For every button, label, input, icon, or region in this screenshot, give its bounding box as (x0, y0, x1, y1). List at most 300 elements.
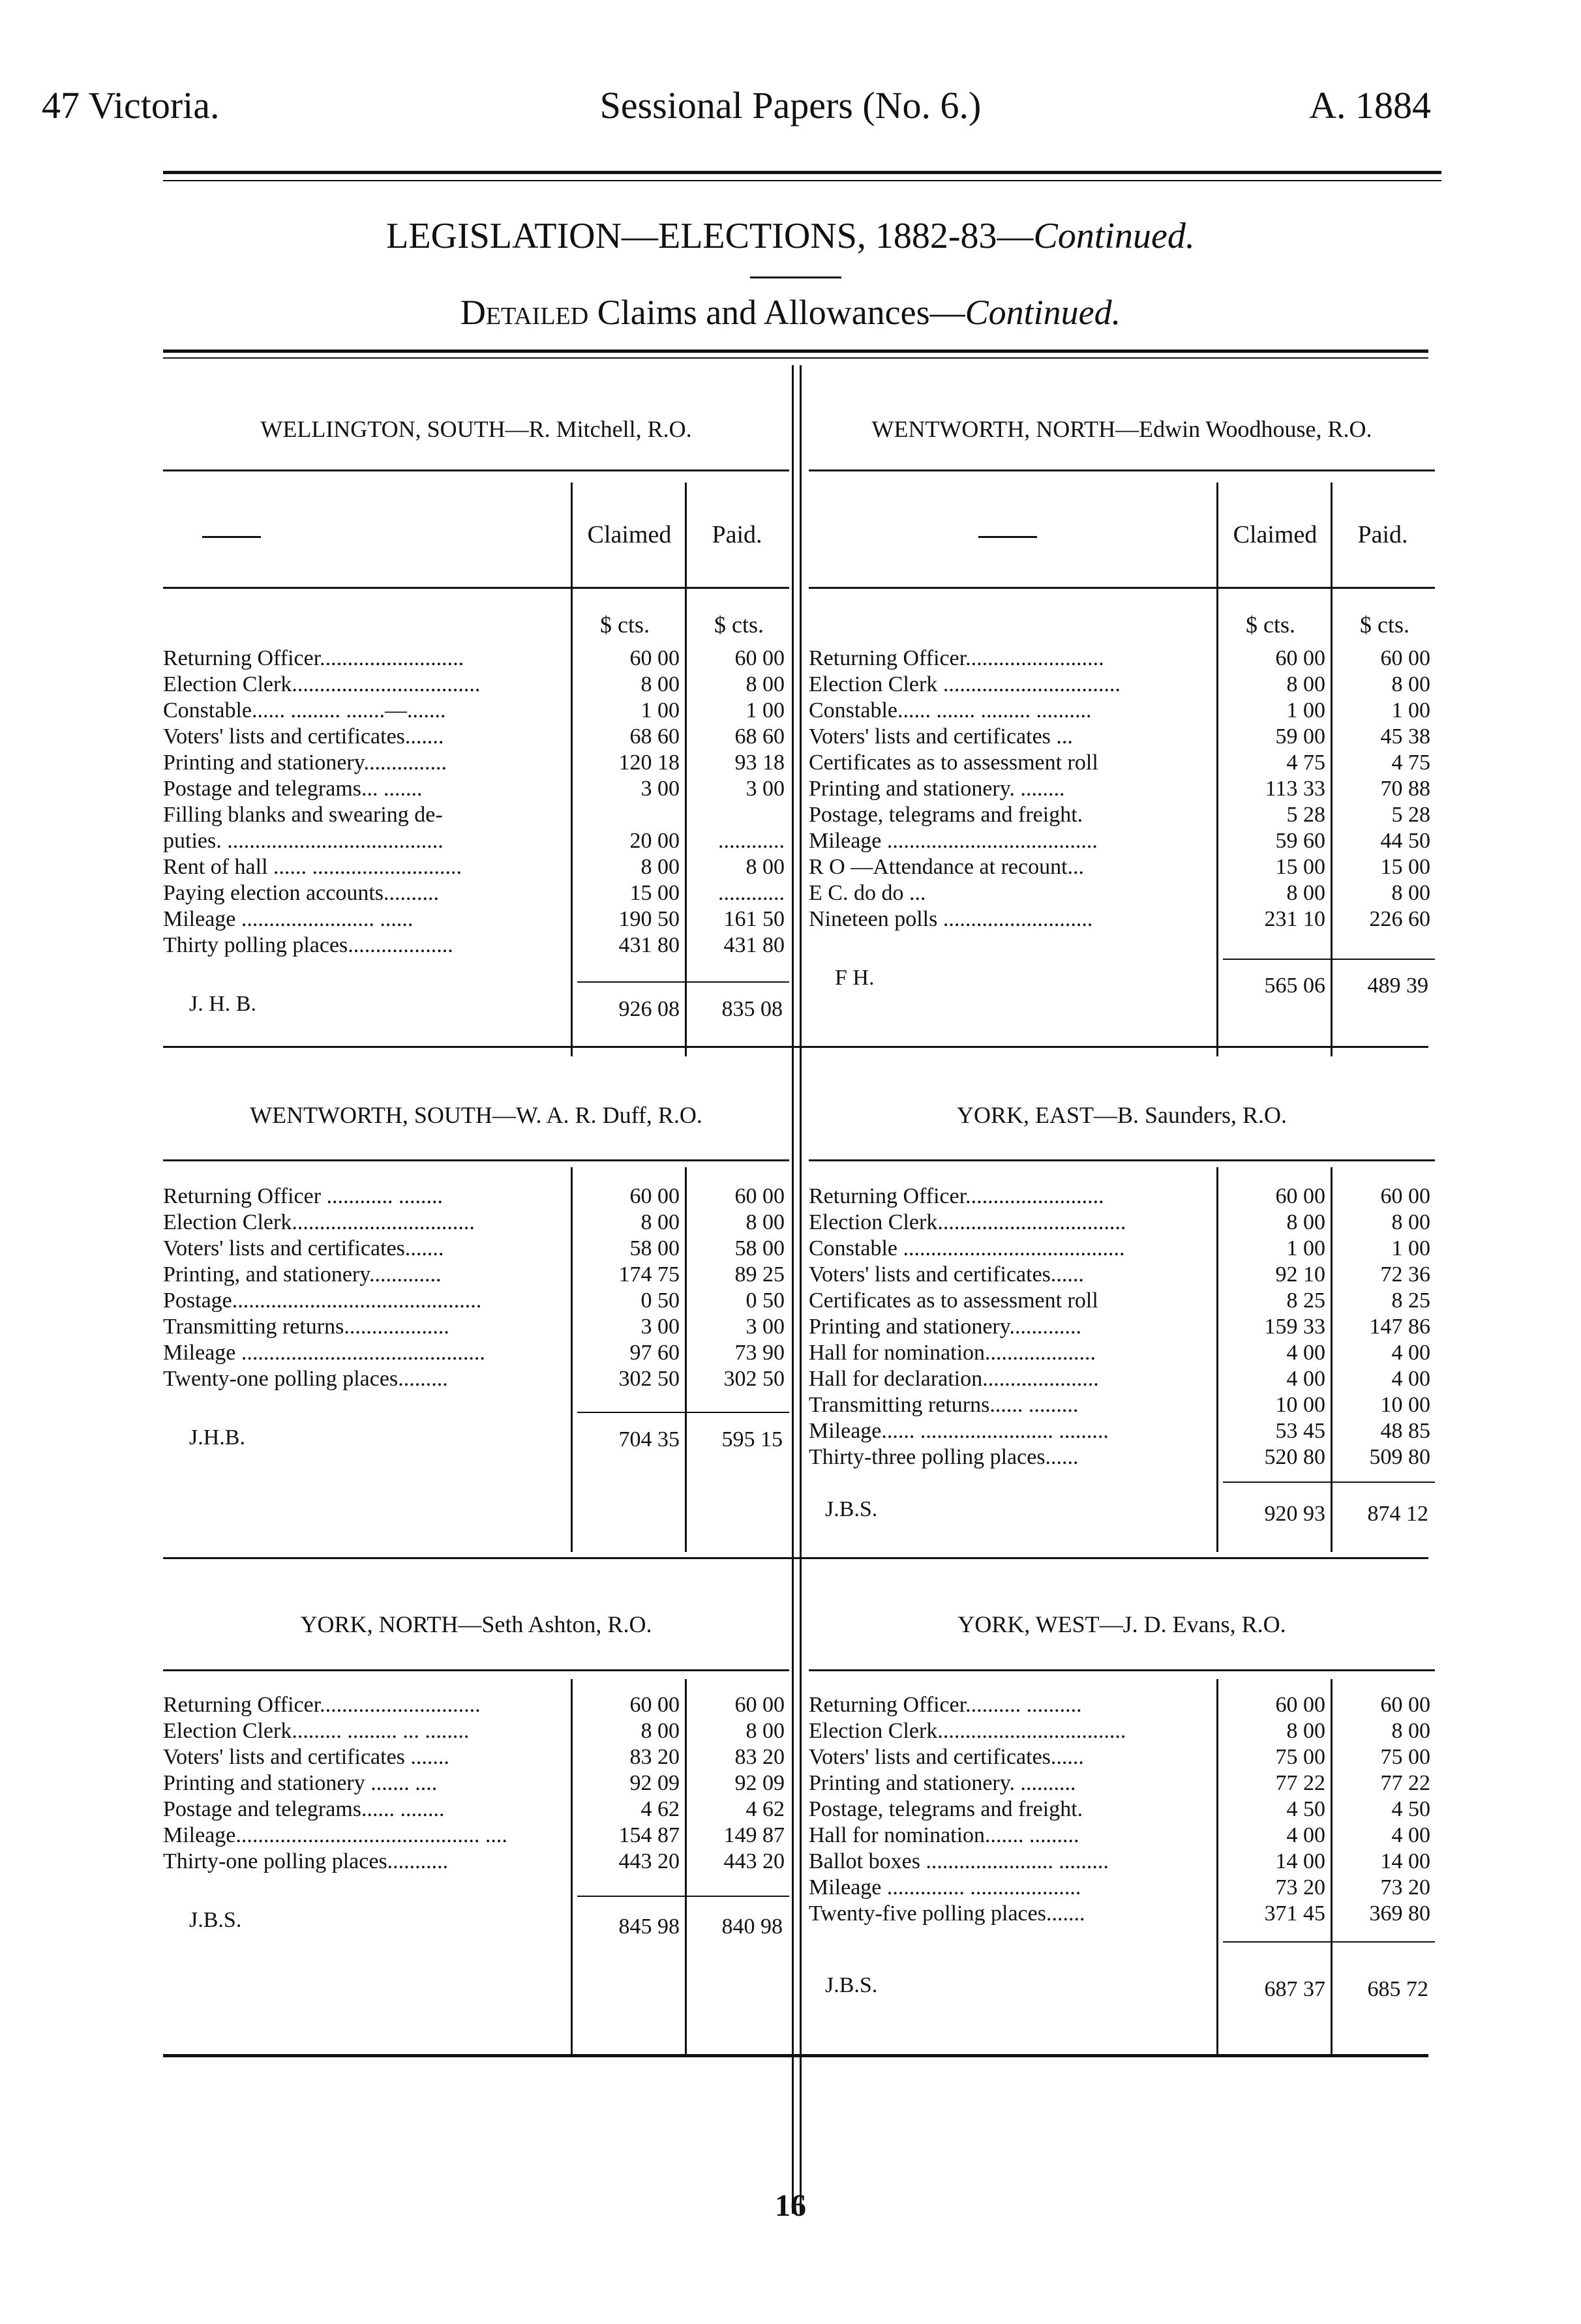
row-paid: 431 80 (723, 933, 785, 957)
row-claimed: 4 50 (1286, 1797, 1325, 1821)
row-label: Hall for declaration..................... (809, 1367, 1099, 1391)
row-claimed: 431 80 (618, 933, 680, 957)
row-label: puties. ....................................... (163, 829, 444, 853)
row-label: Paying election accounts.......... (163, 881, 440, 905)
row-paid: 60 00 (734, 1693, 785, 1717)
row-claimed: 174 75 (618, 1262, 680, 1287)
row-label: Voters' lists and certificates....... (163, 1236, 444, 1260)
row-label: Election Clerk.................................. (809, 1719, 1126, 1743)
table-top-rule (163, 350, 1428, 353)
table-row (809, 1262, 1435, 1288)
row-claimed: 371 45 (1264, 1901, 1325, 1926)
header-left: 47 Victoria. (42, 84, 220, 127)
row-label: Voters' lists and certificates ... (809, 724, 1073, 749)
table-row (809, 750, 1435, 776)
row-paid: 149 87 (723, 1823, 785, 1847)
row-paid: 83 20 (734, 1745, 785, 1769)
row-claimed: 68 60 (629, 724, 680, 749)
row-claimed: 8 00 (1286, 1210, 1325, 1234)
row-paid: 226 60 (1369, 907, 1430, 931)
total-claimed: 926 08 (618, 997, 680, 1021)
row-label: Filling blanks and swearing de- (163, 803, 443, 827)
row-paid: ............ (718, 829, 785, 853)
row-claimed: 60 00 (629, 1184, 680, 1208)
table-row (809, 698, 1435, 724)
row-paid: 93 18 (734, 751, 785, 775)
col-divider (1216, 1167, 1218, 1552)
total-claimed: 704 35 (618, 1427, 680, 1452)
row-claimed: 58 00 (629, 1236, 680, 1260)
col-paid: Paid. (1357, 521, 1408, 548)
row-paid: 58 00 (734, 1236, 785, 1260)
row-label: Twenty-five polling places....... (809, 1901, 1085, 1926)
panel-rule (809, 469, 1435, 471)
row-label: Printing and stationery............. (809, 1315, 1082, 1339)
table-row (809, 672, 1435, 698)
row-claimed: 190 50 (618, 907, 680, 931)
col-divider (685, 1167, 687, 1552)
row-label: Mileage...... ........................ ......... (809, 1419, 1109, 1443)
table-row (163, 1796, 789, 1823)
row-paid: 89 25 (734, 1262, 785, 1287)
row-paid: 44 50 (1380, 829, 1430, 853)
panel-title: YORK, WEST—J. D. Evans, R.O. (957, 1611, 1286, 1637)
blank-head-dash (978, 536, 1037, 538)
table-row (163, 1210, 789, 1236)
row-claimed: 60 00 (629, 1693, 680, 1717)
row-paid: 369 80 (1369, 1901, 1430, 1926)
center-divider-2 (800, 365, 802, 2214)
row-label: Constable...... ....... ......... .......... (809, 698, 1092, 723)
row-claimed: 8 00 (1286, 1719, 1325, 1743)
row-label: Election Clerk................................. (163, 1210, 475, 1234)
panel-rule (809, 1669, 1435, 1671)
table-row (809, 880, 1435, 906)
header-right: A. 1884 (1309, 84, 1431, 127)
col-divider (685, 483, 687, 1056)
total-rule (1223, 959, 1435, 960)
row-label: Postage and telegrams... ....... (163, 777, 423, 801)
total-claimed: 920 93 (1264, 1502, 1325, 1526)
panel-york-west (809, 1562, 1435, 2057)
table-row (163, 880, 789, 906)
row-label: Printing and stationery............... (163, 751, 447, 775)
table-row (809, 1444, 1435, 1470)
table-row (809, 1288, 1435, 1314)
header-center: Sessional Papers (No. 6.) (599, 84, 982, 127)
row-claimed: 4 75 (1286, 751, 1325, 775)
panel-wentworth-north (809, 365, 1435, 1063)
row-claimed: 8 00 (1286, 672, 1325, 696)
row-paid: 5 28 (1391, 803, 1430, 827)
row-claimed: 92 09 (629, 1771, 680, 1795)
row-label: Printing and stationery ....... .... (163, 1771, 438, 1795)
table-row (163, 750, 789, 776)
row-label: Constable...... ......... .......—....... (163, 698, 446, 723)
table-row (809, 1236, 1435, 1262)
total-claimed: 565 06 (1264, 974, 1325, 998)
row-claimed: 520 80 (1264, 1445, 1325, 1469)
title-dash (750, 276, 841, 278)
row-paid: 8 25 (1391, 1289, 1430, 1313)
total-rule (1223, 1941, 1435, 1943)
table-row (809, 1210, 1435, 1236)
row-label: Postage, telegrams and freight. (809, 803, 1083, 827)
total-claimed: 687 37 (1264, 1977, 1325, 2001)
units-paid: $ cts. (1360, 612, 1409, 638)
header-rule (163, 171, 1441, 174)
table-row (163, 906, 789, 932)
row-label: Returning Officer.......................... (163, 646, 464, 670)
table-row (809, 1692, 1435, 1718)
rows (809, 1184, 1435, 1470)
row-claimed: 0 50 (640, 1289, 680, 1313)
row-label: Thirty-one polling places........... (163, 1849, 449, 1873)
row-claimed: 113 33 (1265, 777, 1325, 801)
signature: J.B.S. (825, 1497, 878, 1521)
row-paid: 8 00 (745, 672, 785, 696)
row-claimed: 1 00 (1286, 698, 1325, 723)
row-paid: 8 00 (745, 1210, 785, 1234)
table-row (163, 1849, 789, 1875)
units-claimed: $ cts. (1246, 612, 1295, 638)
row-claimed: 231 10 (1264, 907, 1325, 931)
row-label: Election Clerk......... ......... ... ........ (163, 1719, 470, 1743)
table-row (163, 828, 789, 854)
col-divider (571, 1679, 573, 2057)
table-row (163, 646, 789, 672)
table-row (163, 1718, 789, 1744)
units-claimed: $ cts. (600, 612, 650, 638)
row-paid: 4 00 (1391, 1367, 1430, 1391)
table-row (163, 1314, 789, 1340)
row-paid: 1 00 (745, 698, 785, 723)
row-label: Returning Officer......................... (809, 646, 1104, 670)
table-row (809, 854, 1435, 880)
header-rule-thin (163, 180, 1441, 181)
row-claimed: 10 00 (1275, 1393, 1325, 1417)
table-row (809, 1718, 1435, 1744)
panel-title: WENTWORTH, NORTH—Edwin Woodhouse, R.O. (871, 416, 1372, 442)
row-claimed: 3 00 (640, 1315, 680, 1339)
row-paid: 443 20 (723, 1849, 785, 1873)
table-row (809, 802, 1435, 828)
table-row (163, 1340, 789, 1366)
table-row (809, 906, 1435, 932)
row-claimed: 20 00 (629, 829, 680, 853)
table-top-rule-thin (163, 357, 1428, 359)
signature: J. H. B. (189, 992, 256, 1016)
row-paid: 161 50 (723, 907, 785, 931)
row-claimed: 159 33 (1264, 1315, 1325, 1339)
row-paid: 77 22 (1380, 1771, 1430, 1795)
panel-rule (163, 1159, 789, 1161)
row-claimed: 60 00 (1275, 1184, 1325, 1208)
row-paid: 0 50 (745, 1289, 785, 1313)
row-label: Printing, and stationery............. (163, 1262, 442, 1287)
table-row (163, 1184, 789, 1210)
table-row (809, 776, 1435, 802)
panel-title: WELLINGTON, SOUTH—R. Mitchell, R.O. (260, 416, 692, 442)
table-row (163, 724, 789, 750)
row-label: Hall for nomination....... ......... (809, 1823, 1079, 1847)
row-claimed: 8 00 (640, 855, 680, 879)
row-label: Mileage ...................................... (809, 829, 1098, 853)
table-row (809, 1744, 1435, 1770)
row-claimed: 60 00 (1275, 646, 1325, 670)
signature: J.B.S. (189, 1908, 242, 1932)
table-row (163, 854, 789, 880)
row-claimed: 8 00 (640, 672, 680, 696)
total-rule (577, 981, 789, 983)
row-claimed: 4 00 (1286, 1823, 1325, 1847)
page-subtitle: Detailed Claims and Allowances—Continued. (460, 293, 1121, 332)
col-divider (685, 1679, 687, 2057)
total-rule (1223, 1482, 1435, 1483)
total-paid: 595 15 (721, 1427, 783, 1452)
row-label: Mileage............................................ .... (163, 1823, 507, 1847)
col-divider (571, 1167, 573, 1552)
row-paid: 15 00 (1380, 855, 1430, 879)
row-label: Printing and stationery. .......... (809, 1771, 1076, 1795)
row-claimed: 97 60 (629, 1341, 680, 1365)
total-paid: 874 12 (1367, 1502, 1428, 1526)
row-claimed: 8 00 (1286, 881, 1325, 905)
panel-york-east (809, 1050, 1435, 1558)
table-bottom-rule (163, 2054, 1428, 2057)
table-row (809, 1418, 1435, 1444)
row-label: Hall for nomination.................... (809, 1341, 1096, 1365)
row-label: E C. do do ... (809, 881, 926, 905)
row-paid: 92 09 (734, 1771, 785, 1795)
rows (163, 646, 789, 959)
row-label: Mileage ............................................ (163, 1341, 485, 1365)
row-label: Nineteen polls ........................... (809, 907, 1093, 931)
row-label: Election Clerk ................................ (809, 672, 1121, 696)
row-rule-2 (163, 1557, 1428, 1559)
signature: J.H.B. (189, 1425, 245, 1450)
row-paid: 4 00 (1391, 1341, 1430, 1365)
rows (809, 646, 1435, 932)
panel-rule (163, 1669, 789, 1671)
row-paid: 48 85 (1380, 1419, 1430, 1443)
row-claimed: 15 00 (1275, 855, 1325, 879)
row-label: Transmitting returns................... (163, 1315, 449, 1339)
row-paid: 73 90 (734, 1341, 785, 1365)
row-rule-1 (163, 1046, 1428, 1048)
table-row (809, 1184, 1435, 1210)
row-label: Returning Officer.......... .......... (809, 1693, 1082, 1717)
table-row (163, 1262, 789, 1288)
panel-wentworth-south (163, 1050, 789, 1558)
table-row (809, 1875, 1435, 1901)
panel-title: YORK, EAST—B. Saunders, R.O. (956, 1102, 1287, 1128)
col-divider (1216, 1679, 1218, 2057)
total-paid: 835 08 (721, 997, 783, 1021)
row-paid: 147 86 (1369, 1315, 1430, 1339)
row-label: Voters' lists and certificates ....... (163, 1745, 449, 1769)
row-label: Mileage ........................ ...... (163, 907, 414, 931)
table-row (809, 646, 1435, 672)
page-number: 16 (775, 2188, 806, 2223)
row-label: Thirty polling places................... (163, 933, 453, 957)
row-paid: 68 60 (734, 724, 785, 749)
row-paid: 73 20 (1380, 1875, 1430, 1899)
row-claimed: 8 25 (1286, 1289, 1325, 1313)
rows (809, 1692, 1435, 1927)
row-claimed: 59 60 (1275, 829, 1325, 853)
row-claimed: 5 28 (1286, 803, 1325, 827)
row-label: Twenty-one polling places......... (163, 1367, 448, 1391)
total-paid: 840 98 (721, 1914, 783, 1939)
table-row (809, 1796, 1435, 1823)
table-row (809, 1901, 1435, 1927)
row-claimed: 15 00 (629, 881, 680, 905)
row-label: Mileage .............. .................... (809, 1875, 1081, 1899)
row-paid: 45 38 (1380, 724, 1430, 749)
row-claimed: 4 00 (1286, 1341, 1325, 1365)
table-row (809, 1314, 1435, 1340)
col-claimed: Claimed (1233, 521, 1318, 548)
row-paid: 1 00 (1391, 1236, 1430, 1260)
row-claimed: 3 00 (640, 777, 680, 801)
table-row (809, 828, 1435, 854)
row-paid: 8 00 (745, 1719, 785, 1743)
row-label: Postage............................................. (163, 1289, 482, 1313)
table-row (163, 1823, 789, 1849)
row-paid: 1 00 (1391, 698, 1430, 723)
table-row (163, 776, 789, 802)
table-row (809, 1340, 1435, 1366)
table-row (163, 1366, 789, 1392)
row-paid: 60 00 (1380, 646, 1430, 670)
row-label: Election Clerk.................................. (809, 1210, 1126, 1234)
row-claimed: 120 18 (618, 751, 680, 775)
row-claimed: 8 00 (640, 1210, 680, 1234)
row-paid: 14 00 (1380, 1849, 1430, 1873)
col-divider (1331, 1679, 1333, 2057)
table-row (809, 1392, 1435, 1418)
row-claimed: 1 00 (1286, 1236, 1325, 1260)
col-divider (1331, 1167, 1333, 1552)
col-divider (1331, 483, 1333, 1056)
row-paid: 75 00 (1380, 1745, 1430, 1769)
row-label: Returning Officer............................. (163, 1693, 481, 1717)
table-row (163, 1770, 789, 1796)
total-paid: 685 72 (1367, 1977, 1428, 2001)
row-label: Printing and stationery. ........ (809, 777, 1065, 801)
row-claimed: 4 62 (640, 1797, 680, 1821)
row-claimed: 8 00 (640, 1719, 680, 1743)
panel-rule (163, 469, 789, 471)
row-label: Postage, telegrams and freight. (809, 1797, 1083, 1821)
row-paid: 70 88 (1380, 777, 1430, 801)
row-label: Thirty-three polling places...... (809, 1445, 1079, 1469)
row-label: R O —Attendance at recount... (809, 855, 1085, 879)
col-paid: Paid. (712, 521, 762, 548)
row-paid: 4 75 (1391, 751, 1430, 775)
row-label: Postage and telegrams...... ........ (163, 1797, 445, 1821)
row-label: Transmitting returns...... ......... (809, 1393, 1079, 1417)
table-row (809, 1770, 1435, 1796)
table-row (809, 724, 1435, 750)
total-paid: 489 39 (1367, 974, 1428, 998)
signature: J.B.S. (825, 1973, 878, 1997)
row-label: Certificates as to assessment roll (809, 751, 1098, 775)
row-paid: 10 00 (1380, 1393, 1430, 1417)
signature: F H. (835, 966, 875, 990)
center-divider (792, 365, 794, 2214)
row-paid: 8 00 (1391, 881, 1430, 905)
row-claimed: 14 00 (1275, 1849, 1325, 1873)
panel-title: YORK, NORTH—Seth Ashton, R.O. (300, 1611, 652, 1637)
table-row (163, 1744, 789, 1770)
row-paid: 8 00 (1391, 672, 1430, 696)
table-row (163, 1288, 789, 1314)
row-paid: 60 00 (734, 646, 785, 670)
row-paid: 72 36 (1380, 1262, 1430, 1287)
col-divider (571, 483, 573, 1056)
table-row (809, 1366, 1435, 1392)
row-label: Ballot boxes ....................... ......... (809, 1849, 1109, 1873)
row-paid: 3 00 (745, 1315, 785, 1339)
row-claimed: 443 20 (618, 1849, 680, 1873)
row-paid: 3 00 (745, 777, 785, 801)
row-paid: 302 50 (723, 1367, 785, 1391)
panel-rule (809, 1159, 1435, 1161)
row-label: Voters' lists and certificates...... (809, 1262, 1084, 1287)
row-label: Returning Officer......................... (809, 1184, 1104, 1208)
table-row (163, 1692, 789, 1718)
table-row (163, 1236, 789, 1262)
colhead-rule (809, 587, 1435, 589)
row-label: Rent of hall ...... ........................... (163, 855, 462, 879)
total-rule (577, 1412, 789, 1413)
row-label: Returning Officer ............ ........ (163, 1184, 444, 1208)
row-claimed: 59 00 (1275, 724, 1325, 749)
row-claimed: 302 50 (618, 1367, 680, 1391)
row-claimed: 4 00 (1286, 1367, 1325, 1391)
row-claimed: 73 20 (1275, 1875, 1325, 1899)
total-rule (577, 1896, 789, 1897)
row-claimed: 83 20 (629, 1745, 680, 1769)
col-claimed: Claimed (587, 521, 672, 548)
panel-york-north (163, 1562, 789, 2057)
row-paid: 60 00 (1380, 1184, 1430, 1208)
row-paid: 60 00 (1380, 1693, 1430, 1717)
blank-head-dash (202, 536, 261, 538)
row-claimed: 60 00 (1275, 1693, 1325, 1717)
row-claimed: 1 00 (640, 698, 680, 723)
row-claimed: 92 10 (1275, 1262, 1325, 1287)
total-claimed: 845 98 (618, 1914, 680, 1939)
table-row (809, 1849, 1435, 1875)
table-row (163, 672, 789, 698)
row-label: Voters' lists and certificates....... (163, 724, 444, 749)
row-paid: 60 00 (734, 1184, 785, 1208)
table-row (809, 1823, 1435, 1849)
rows (163, 1692, 789, 1875)
row-label: Election Clerk.................................. (163, 672, 481, 696)
row-claimed: 75 00 (1275, 1745, 1325, 1769)
row-claimed: 53 45 (1275, 1419, 1325, 1443)
row-paid: 4 62 (745, 1797, 785, 1821)
table-row (163, 698, 789, 724)
panel-title: WENTWORTH, SOUTH—W. A. R. Duff, R.O. (250, 1102, 702, 1128)
col-divider (1216, 483, 1218, 1056)
page-title: LEGISLATION—ELECTIONS, 1882-83—Continued. (386, 216, 1195, 256)
row-claimed: 60 00 (629, 646, 680, 670)
